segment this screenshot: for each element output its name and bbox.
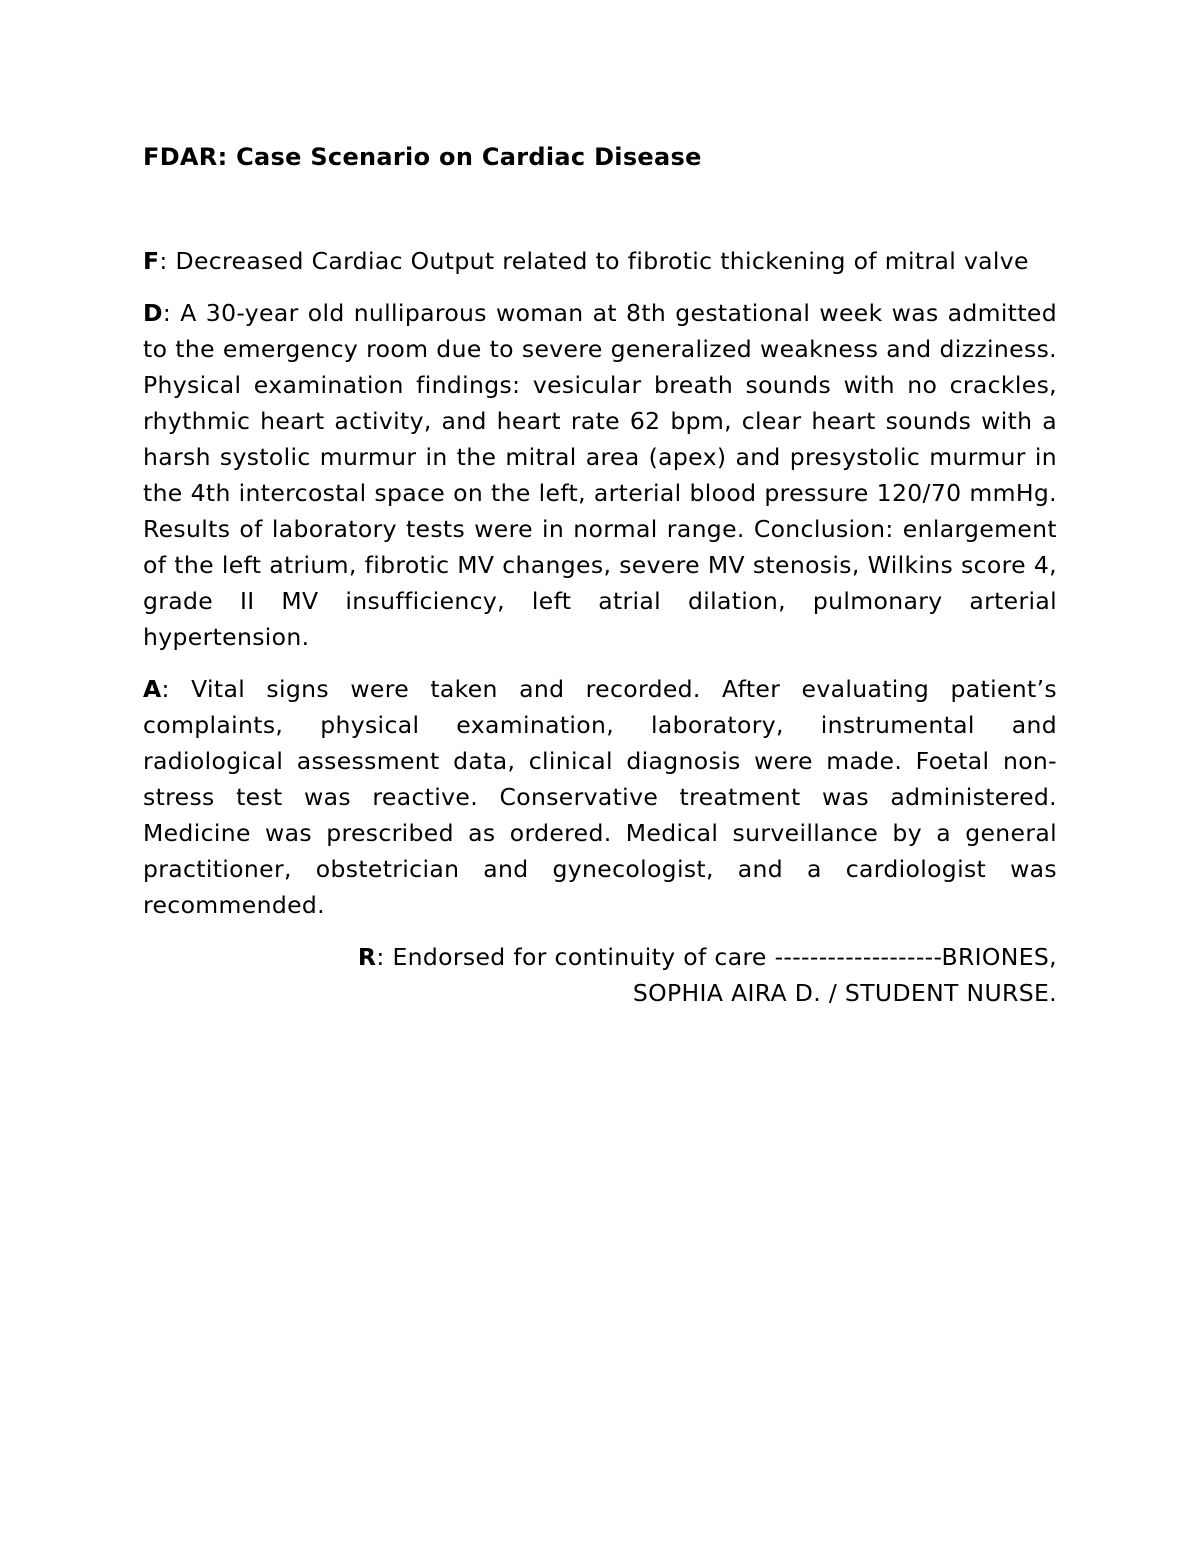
data-separator: : <box>162 299 181 327</box>
focus-key: F <box>143 247 160 275</box>
data-text: A 30-year old nulliparous woman at 8th gestational week was admitted to the emergency room due to severe generalized weakness and dizziness. Physical examination findings: vesicular breath sounds with no crackles, rhythmic heart activity, and heart rate 62 bpm, clear heart sounds with a harsh systolic murmur in the mitral area (apex) and presystolic murmur in the 4th intercostal space on the left, arterial blood pressure 120/70 mmHg. Results of laboratory tests were in normal range. Conclusion: enlargement of the left atrium, fibrotic MV changes, severe MV stenosis, Wilkins score 4, grade II MV insufficiency, left atrial dilation, pulmonary arterial hypertension. <box>143 299 1057 651</box>
action-separator: : <box>161 675 192 703</box>
data-key: D <box>143 299 163 327</box>
action-entry <box>143 671 1057 923</box>
document-title: FDAR: Case Scenario on Cardiac Disease <box>143 143 702 171</box>
response-separator: : <box>376 943 393 971</box>
response-entry <box>143 939 1057 1011</box>
focus-text: Decreased Cardiac Output related to fibrotic thickening of mitral valve <box>175 247 1029 275</box>
focus-separator: : <box>159 247 176 275</box>
data-entry <box>143 295 1057 655</box>
document-body <box>143 138 1057 1011</box>
action-key: A <box>143 675 162 703</box>
action-text: Vital signs were taken and recorded. After evaluating patient’s complaints, physical examination, laboratory, instrumental and radiological assessment data, clinical diagnosis were made. Foetal non-stress test was reactive. Conservative treatment was administered. Medicine was prescribed as ordered. Medical surveillance by a general practitioner, obstetrician and gynecologist, and a cardiologist was recommended. <box>143 675 1057 919</box>
signature-line: SOPHIA AIRA D. / STUDENT NURSE. <box>632 979 1057 1007</box>
response-text: Endorsed for continuity of care -------------------BRIONES, <box>392 943 1057 971</box>
response-key: R <box>357 943 377 971</box>
focus-entry <box>143 243 1057 279</box>
